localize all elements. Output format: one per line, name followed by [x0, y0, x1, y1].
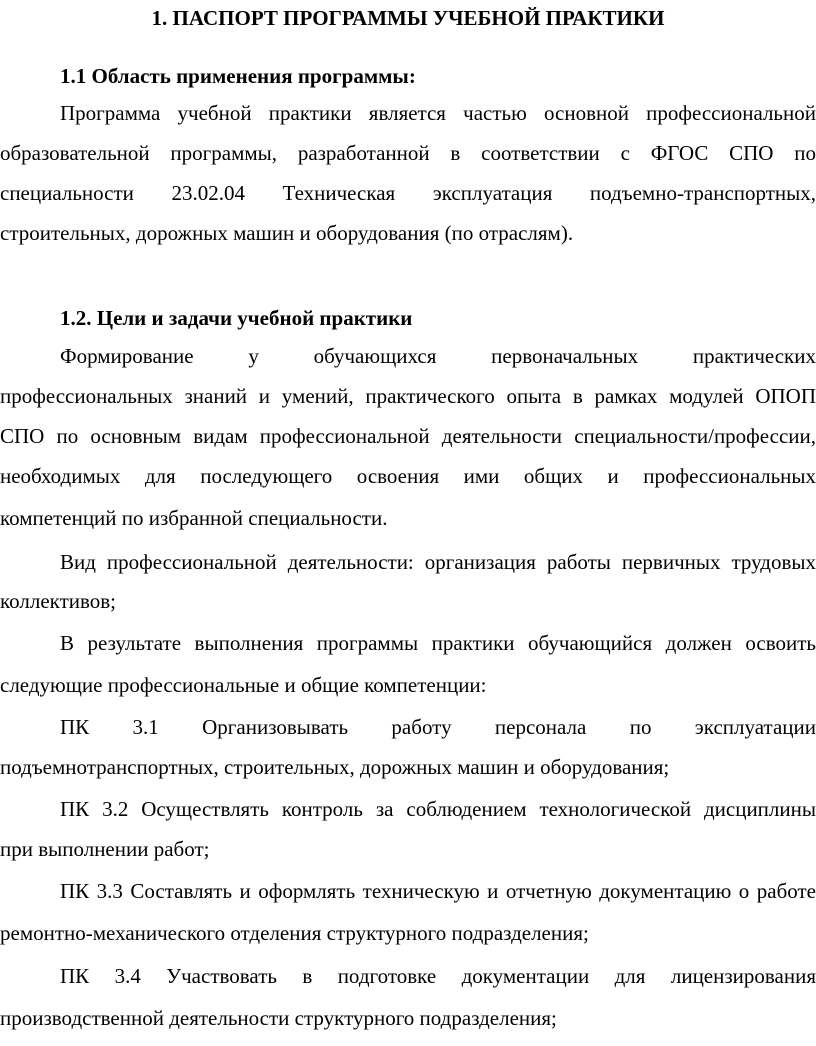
scope-paragraph-line: образовательной программы, разработанной в соответствии с ФГОС СПО по — [0, 141, 816, 165]
pk-3-3-paragraph-line: ПК 3.3 Составлять и оформлять техническую и отчетную документацию о работе — [60, 879, 816, 903]
pk-3-1-paragraph-line: ПК 3.1 Организовывать работу персонала по эксплуатации — [60, 715, 816, 739]
goals-paragraph-line: профессиональных знаний и умений, практического опыта в рамках модулей ОПОП — [0, 384, 816, 408]
section-1-1-heading: 1.1 Область применения программы: — [60, 64, 416, 88]
scope-paragraph-line: специальности 23.02.04 Техническая эксплуатация подъемно-транспортных, — [0, 181, 816, 205]
document-title: 1. ПАСПОРТ ПРОГРАММЫ УЧЕБНОЙ ПРАКТИКИ — [151, 6, 665, 30]
activity-paragraph-line: Вид профессиональной деятельности: организация работы первичных трудовых — [60, 550, 816, 574]
section-1-2-heading: 1.2. Цели и задачи учебной практики — [60, 306, 413, 330]
goals-paragraph-line: необходимых для последующего освоения ими общих и профессиональных — [0, 464, 816, 488]
pk-3-2-paragraph-line: ПК 3.2 Осуществлять контроль за соблюдением технологической дисциплины — [60, 797, 816, 821]
scope-paragraph-line: Программа учебной практики является частью основной профессиональной — [60, 101, 816, 125]
scope-paragraph-line: строительных, дорожных машин и оборудования (по отраслям). — [0, 221, 574, 245]
pk-3-4-paragraph-line: производственной деятельности структурного подразделения; — [0, 1006, 557, 1030]
goals-paragraph-line: СПО по основным видам профессиональной деятельности специальности/профессии, — [0, 424, 816, 448]
pk-3-2-paragraph-line: при выполнении работ; — [0, 837, 210, 861]
activity-paragraph-line: коллективов; — [0, 589, 117, 613]
pk-3-4-paragraph-line: ПК 3.4 Участвовать в подготовке документации для лицензирования — [60, 964, 816, 988]
result-paragraph-line: В результате выполнения программы практики обучающийся должен освоить — [60, 631, 816, 655]
pk-3-3-paragraph-line: ремонтно-механического отделения структурного подразделения; — [0, 921, 589, 945]
goals-paragraph-line: Формирование у обучающихся первоначальных практических — [60, 344, 816, 368]
result-paragraph-line: следующие профессиональные и общие компетенции: — [0, 673, 487, 697]
pk-3-1-paragraph-line: подъемнотранспортных, строительных, дорожных машин и оборудования; — [0, 755, 670, 779]
goals-paragraph-line: компетенций по избранной специальности. — [0, 506, 388, 530]
